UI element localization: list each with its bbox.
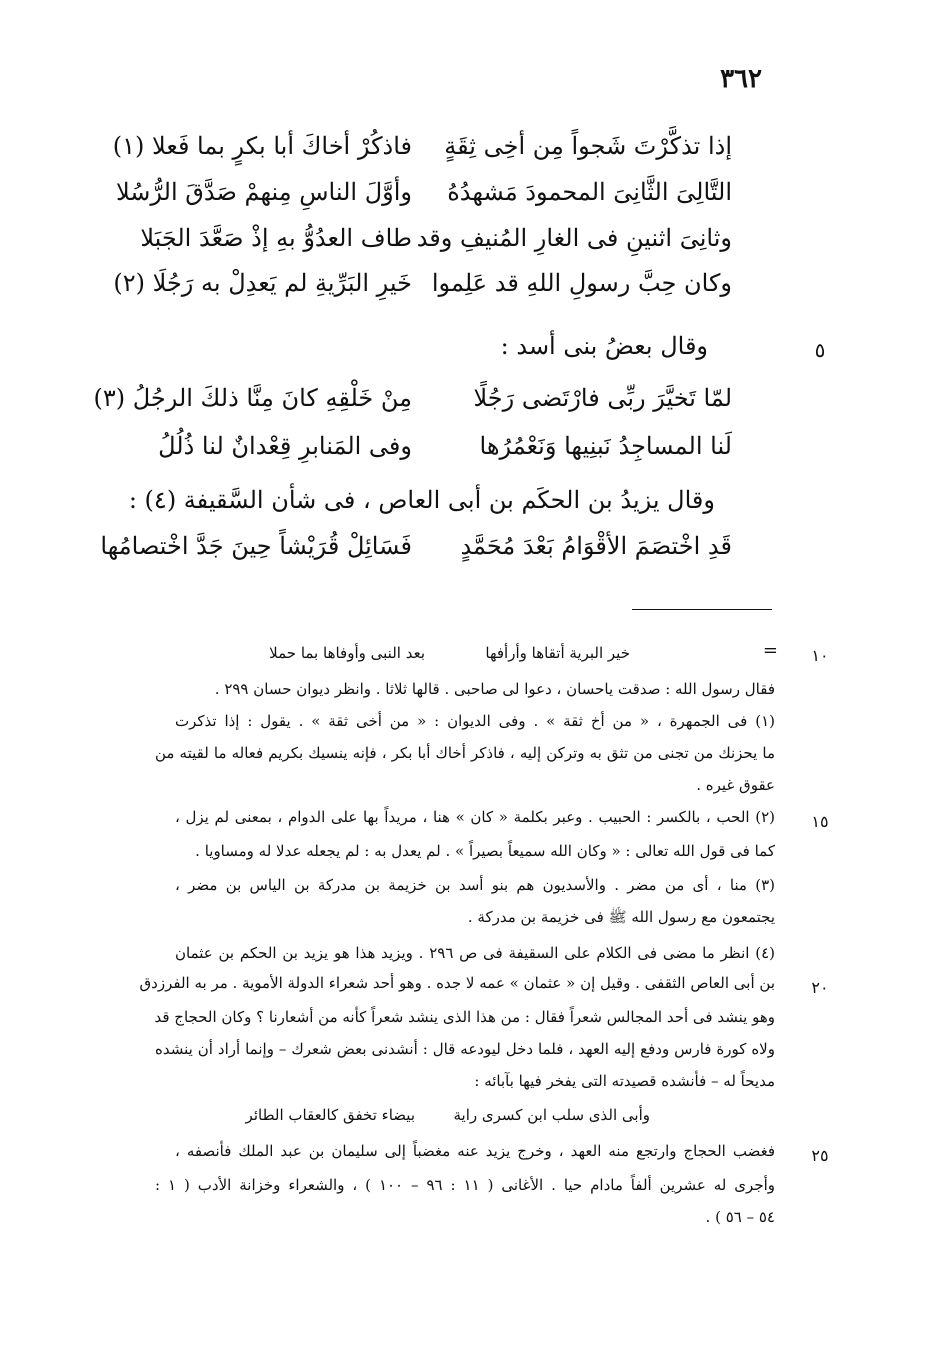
verse-first-hemistich: إذا تذكَّرْتَ شَجواً مِن أخِى ثِقَةٍ: [444, 132, 732, 160]
footnote-2-line: (٢) الحب ، بالكسر : الحبيب . وعبر بكلمة « كان » هنا ، مريداً بها على الدوام ، بمعنى لم يزل ،: [175, 808, 775, 826]
footnote-verse-first: وأبى الذى سلب ابن كسرى راية: [453, 1106, 650, 1124]
footnote-verse-second: بعد النبى وأوفاها بما حملا: [269, 644, 425, 662]
verse-second-hemistich: وأوَّلَ الناسِ مِنهمْ صَدَّقَ الرُّسُلا: [115, 178, 412, 206]
line-number: ١٥: [811, 812, 829, 831]
footnote-4-line: وهو ينشد فى أحد المجالس شعراً فقال : من هذا الذى ينشد شعراً كأنه من أشعارنا ؟ وكان الحجاج قد: [154, 1008, 775, 1026]
verse-line: [140, 224, 732, 268]
poem-intro: وقال يزيدُ بن الحكَم بن أبى العاص ، فى شأن السَّقيفة (٤) :: [128, 486, 715, 514]
footnote-1-line: ما يحزنك من تجنى من تثق به وتركن إليه ، فاذكر أخاك أبا بكر ، فإنه ينسيك بكريم فعاله ما لقيته من: [155, 744, 775, 762]
footnote-3-line: (٣) منا ، أى من مضر . والأسديون هم بنو أسد بن خزيمة بن مدركة بن الياس بن مضر ،: [175, 876, 775, 894]
footnote-1-line: (١) فى الجمهرة ، « من أخ ثقة » . وفى الديوان : « من أخى ثقة » . يقول : إذا تذكرت: [175, 712, 775, 730]
verse-first-hemistich: لَنا المساجِدُ نَبنِيها وَنَعْمُرُها: [479, 432, 732, 460]
verse-first-hemistich: التَّالِىَ الثَّانِىَ المحمودَ مَشهدُهُ: [447, 178, 732, 206]
verse-first-hemistich: وكان حِبَّ رسولِ اللهِ قد عَلِموا: [431, 269, 732, 297]
verse-line: [158, 432, 732, 476]
poem-intro: وقال بعضُ بنى أسد :: [500, 332, 708, 360]
verse-first-hemistich: وثانِىَ اثنينِ فى الغارِ المُنيفِ وقد: [416, 224, 732, 252]
verse-second-hemistich: فَسَائِلْ قُرَيْشاً حِينَ جَدَّ اخْتصامُها: [100, 532, 412, 560]
footnote-3-line: يجتمعون مع رسول الله ﷺ فى خزيمة بن مدركة .: [467, 908, 775, 926]
footnote-verse-first: خير البرية أتقاها وأرأفها: [485, 644, 630, 662]
verse-line: [115, 178, 732, 222]
footnote-4-line: مديحاً له – فأنشده قصيدته التى يفخر فيها بآبائه :: [474, 1072, 775, 1090]
footnote-2-line: كما فى قول الله تعالى : « وكان الله سميعاً بصيراً » . لم يعدل به : لم يجعله عدلا له ومساويا .: [195, 842, 775, 860]
footnote-4-line: فغضب الحجاج وارتجع منه العهد ، وخرج يزيد عنه مغضباً إلى سليمان بن عبد الملك فأنصفه ،: [175, 1142, 775, 1160]
footnote-1-line: عقوق غيره .: [696, 776, 775, 794]
footnote-4-line: بن أبى العاص الثقفى . وقيل إن « عثمان » عمه لا جده . وهو أحد شعراء الدولة الأموية . مر به الفرزدق: [139, 974, 775, 992]
verse-second-hemistich: مِنْ خَلْقِهِ كانَ مِنَّا ذلكَ الرجُلُ (٣): [93, 384, 412, 412]
footnote-4-line: (٤) انظر ما مضى فى الكلام على السقيفة فى ص ٢٩٦ . ويزيد هذا هو يزيد بن الحكم بن عثمان: [175, 944, 775, 962]
verse-second-hemistich: فاذكُرْ أخاكَ أبا بكرٍ بما فَعلا (١): [112, 132, 412, 160]
footnote-4-line: ٥٤ – ٥٦ ) .: [705, 1208, 775, 1226]
footnote-verse-second: بيضاء تخفق كالعقاب الطائر: [245, 1106, 415, 1124]
verse-first-hemistich: قَدِ اخْتصَمَ الأقْوَامُ بَعْدَ مُحَمَّدٍ: [460, 532, 732, 560]
verse-line: [100, 532, 732, 576]
line-number: ٢٠: [811, 978, 829, 997]
line-number: ٢٥: [811, 1146, 829, 1165]
verse-second-hemistich: طاف العدُوُّ بهِ إذْ صَعَّدَ الجَبَلا: [140, 224, 412, 252]
line-number: ٥: [814, 338, 826, 362]
footnote-4-line: وأجرى له عشرين ألفاً مادام حيا . الأغانى ( ١١ : ٩٦ – ١٠٠ ) ، والشعراء وخزانة الأدب ( ١ :: [155, 1176, 776, 1194]
verse-line: [113, 269, 732, 313]
verse-line: [112, 132, 732, 176]
line-number: ١٠: [811, 646, 829, 665]
verse-second-hemistich: خَيرِ البَرِّيةِ لم يَعدِلْ به رَجُلَا (٢): [113, 269, 412, 297]
footnote-4-line: ولاه كورة فارس ودفع إليه العهد ، فلما دخل ليودعه قال : أنشدنى بعض شعرك – وإنما أراد أن ينشده: [155, 1040, 775, 1058]
footnote-separator: [632, 609, 772, 610]
footnote-continuation-marker: =: [762, 640, 778, 661]
verse-first-hemistich: لمّا تَخيَّرَ ربِّى فارْتَضى رَجُلًا: [473, 384, 732, 412]
verse-second-hemistich: وفى المَنابرِ قِعْدانٌ لنا ذُلُلُ: [158, 432, 412, 460]
footnote-line: فقال رسول الله : صدقت ياحسان ، دعوا لى صاحبى . قالها ثلاثا . وانظر ديوان حسان ٢٩٩ .: [214, 680, 775, 698]
verse-line: [93, 384, 732, 428]
page-number: ٣٦٢: [720, 64, 762, 94]
